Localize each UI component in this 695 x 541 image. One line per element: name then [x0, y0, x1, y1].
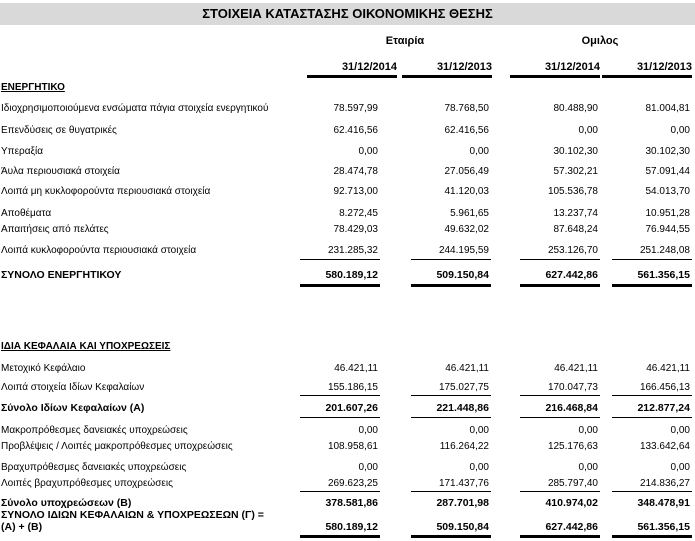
asset-row-value: 28.474,78 [333, 166, 378, 177]
assets-total-row-value: 627.442,86 [545, 269, 598, 281]
assets-total-row-value: 509.150,84 [436, 269, 489, 281]
liability-row-value: 0,00 [358, 462, 378, 473]
grand-total-value: 509.150,84 [436, 521, 489, 533]
asset-row-label: Επενδύσεις σε θυγατρικές [1, 125, 117, 136]
asset-row-value: 78.597,99 [333, 103, 378, 114]
asset-row-value: 81.004,81 [645, 103, 690, 114]
asset-row [0, 244, 695, 257]
total-double-underline [520, 284, 600, 287]
subtotal-underline [300, 259, 380, 260]
asset-row-value: 78.429,03 [333, 224, 378, 235]
total-double-underline [411, 284, 491, 287]
asset-row-value: 30.102,30 [553, 146, 598, 157]
subtotal-underline [300, 395, 380, 396]
liability-row-value: 125.176,63 [547, 441, 598, 452]
asset-row [0, 102, 695, 115]
asset-row-value: 80.488,90 [553, 103, 598, 114]
company-date-2013: 31/12/2013 [402, 61, 492, 78]
equity-row-value: 46.421,11 [445, 363, 489, 374]
asset-row-value: 13.237,74 [553, 208, 598, 219]
asset-row-value: 231.285,32 [327, 245, 378, 256]
asset-row-value: 0,00 [670, 125, 690, 136]
subtotal-underline [612, 491, 692, 492]
asset-row-value: 105.536,78 [547, 186, 598, 197]
assets-total-row-value: 561.356,15 [637, 269, 690, 281]
total-double-underline [300, 535, 380, 538]
equity-row-value: 46.421,11 [334, 363, 378, 374]
liability-row [0, 461, 695, 474]
subtotal-underline [300, 417, 380, 418]
liabilities-total-row-label: Σύνολο υποχρεώσεων (Β) [1, 497, 132, 509]
asset-row-value: 30.102,30 [645, 146, 690, 157]
equity-row-label: Λοιπά στοιχεία Ιδίων Κεφαλαίων [1, 382, 145, 393]
equity-row [0, 381, 695, 394]
liability-row-value: 116.264,22 [439, 441, 489, 452]
equity-total-row-value: 201.607,26 [325, 402, 378, 414]
grand-total-value: 561.356,15 [637, 521, 690, 533]
group-date-2014: 31/12/2014 [510, 61, 600, 78]
subtotal-underline [300, 491, 380, 492]
subtotal-underline [520, 259, 600, 260]
grand-total-value: 627.442,86 [545, 521, 598, 533]
asset-row-label: Ιδιοχρησιμοποιούμενα ενσώματα πάγια στοιχεία ενεργητικού [1, 103, 269, 114]
subtotal-underline [411, 395, 491, 396]
asset-row [0, 185, 695, 198]
liability-row-label: Προβλέψεις / Λοιπές μακροπρόθεσμες υποχρεώσεις [1, 441, 233, 452]
grand-total-label-formula: (Α) + (Β) [1, 521, 43, 533]
liability-row-value: 108.958,61 [327, 441, 378, 452]
liability-row-value: 0,00 [578, 462, 598, 473]
asset-row [0, 124, 695, 137]
asset-row [0, 223, 695, 236]
asset-row-value: 0,00 [358, 146, 378, 157]
equity-total-row-value: 221.448,86 [436, 402, 489, 414]
asset-row-value: 78.768,50 [444, 103, 489, 114]
asset-row-label: Άυλα περιουσιακά στοιχεία [1, 166, 120, 177]
asset-row-value: 49.632,02 [444, 224, 489, 235]
total-double-underline [612, 535, 692, 538]
liability-row [0, 477, 695, 490]
subtotal-underline [612, 417, 692, 418]
total-double-underline [520, 535, 600, 538]
equity-row-value: 155.186,15 [327, 382, 378, 393]
liability-row-value: 0,00 [670, 425, 690, 436]
asset-row-value: 8.272,45 [339, 208, 378, 219]
equity-row-label: Μετοχικό Κεφάλαιο [1, 363, 86, 374]
total-double-underline [411, 535, 491, 538]
liability-row-value: 0,00 [578, 425, 598, 436]
liabilities-total-row-value: 378.581,86 [325, 497, 378, 509]
subtotal-underline [520, 395, 600, 396]
asset-row-value: 244.195,59 [438, 245, 489, 256]
group-column-header: Ομιλος [581, 35, 619, 47]
assets-total-row-label: ΣΥΝΟΛΟ ΕΝΕΡΓΗΤΙΚΟΥ [1, 269, 122, 281]
asset-row [0, 165, 695, 178]
asset-row-label: Απαιτήσεις από πελάτες [1, 224, 109, 235]
subtotal-underline [520, 491, 600, 492]
liabilities-total-row-value: 348.478,91 [637, 497, 690, 509]
asset-row-label: Λοιπά κυκλοφορούντα περιουσιακά στοιχεία [1, 245, 197, 256]
assets-heading: ΕΝΕΡΓΗΤΙΚΟ [1, 82, 65, 93]
subtotal-underline [612, 395, 692, 396]
company-date-2014: 31/12/2014 [307, 61, 397, 78]
grand-total-value: 580.189,12 [325, 521, 378, 533]
liability-row-value: 214.836,27 [639, 478, 690, 489]
liability-row [0, 440, 695, 453]
liability-row-value: 285.797,40 [547, 478, 598, 489]
asset-row-label: Υπεραξία [1, 146, 43, 157]
subtotal-underline [520, 417, 600, 418]
liability-row-value: 171.437,76 [438, 478, 489, 489]
asset-row-value: 62.416,56 [333, 125, 378, 136]
equity-total-row-value: 216.468,84 [545, 402, 598, 414]
asset-row [0, 207, 695, 220]
asset-row-value: 5.961,65 [450, 208, 489, 219]
asset-row-value: 251.248,08 [639, 245, 690, 256]
equity-total-row-label: Σύνολο Ιδίων Κεφαλαίων (Α) [1, 402, 145, 414]
group-date-2013: 31/12/2013 [602, 61, 692, 78]
equity-row [0, 362, 695, 375]
asset-row-label: Λοιπά μη κυκλοφορούντα περιουσιακά στοιχεία [1, 186, 211, 197]
equity-row-value: 170.047,73 [547, 382, 598, 393]
liability-row [0, 424, 695, 437]
subtotal-underline [612, 259, 692, 260]
liability-row-value: 0,00 [670, 462, 690, 473]
asset-row [0, 145, 695, 158]
liability-row-value: 0,00 [469, 425, 489, 436]
asset-row-value: 92.713,00 [333, 186, 378, 197]
grand-total-row [0, 509, 695, 535]
equity-row-value: 175.027,75 [438, 382, 489, 393]
equity-liabilities-heading: ΙΔΙΑ ΚΕΦΑΛΑΙΑ ΚΑΙ ΥΠΟΧΡΕΩΣΕΙΣ [1, 341, 171, 352]
page-title: ΣΤΟΙΧΕΙΑ ΚΑΤΑΣΤΑΣΗΣ ΟΙΚΟΝΟΜΙΚΗΣ ΘΕΣΗΣ [0, 3, 695, 25]
liability-row-value: 133.642,64 [639, 441, 690, 452]
equity-total-row [0, 402, 695, 415]
assets-total-row-value: 580.189,12 [325, 269, 378, 281]
asset-row-value: 54.013,70 [645, 186, 690, 197]
asset-row-label: Αποθέματα [1, 208, 52, 219]
company-column-header: Εταιρία [385, 35, 425, 47]
liability-row-value: 269.623,25 [327, 478, 378, 489]
equity-total-row-value: 212.877,24 [637, 402, 690, 414]
asset-row-value: 253.126,70 [547, 245, 598, 256]
asset-row-value: 41.120,03 [444, 186, 489, 197]
asset-row-value: 27.056,49 [444, 166, 489, 177]
equity-row-value: 46.421,11 [646, 363, 690, 374]
liabilities-total-row-value: 410.974,02 [545, 497, 598, 509]
asset-row-value: 76.944,55 [645, 224, 690, 235]
grand-total-label: ΣΥΝΟΛΟ ΙΔΙΩΝ ΚΕΦΑΛΑΙΩΝ & ΥΠΟΧΡΕΩΣΕΩΝ (Γ) = [1, 509, 264, 521]
asset-row-value: 57.091,44 [645, 166, 690, 177]
liability-row-value: 0,00 [358, 425, 378, 436]
subtotal-underline [411, 417, 491, 418]
asset-row-value: 62.416,56 [444, 125, 489, 136]
asset-row-value: 0,00 [578, 125, 598, 136]
subtotal-underline [411, 491, 491, 492]
asset-row-value: 10.951,28 [645, 208, 690, 219]
liability-row-value: 0,00 [469, 462, 489, 473]
asset-row-value: 0,00 [469, 146, 489, 157]
liability-row-label: Βραχυπρόθεσμες δανειακές υποχρεώσεις [1, 462, 187, 473]
asset-row-value: 57.302,21 [553, 166, 598, 177]
total-double-underline [300, 284, 380, 287]
subtotal-underline [411, 259, 491, 260]
equity-row-value: 166.456,13 [639, 382, 690, 393]
liability-row-label: Λοιπές βραχυπρόθεσμες υποχρεώσεις [1, 478, 173, 489]
liabilities-total-row-value: 287.701,98 [436, 497, 489, 509]
total-double-underline [612, 284, 692, 287]
liability-row-label: Μακροπρόθεσμες δανειακές υποχρεώσεις [1, 425, 188, 436]
asset-row-value: 87.648,24 [553, 224, 598, 235]
assets-total-row [0, 269, 695, 282]
equity-row-value: 46.421,11 [554, 363, 598, 374]
